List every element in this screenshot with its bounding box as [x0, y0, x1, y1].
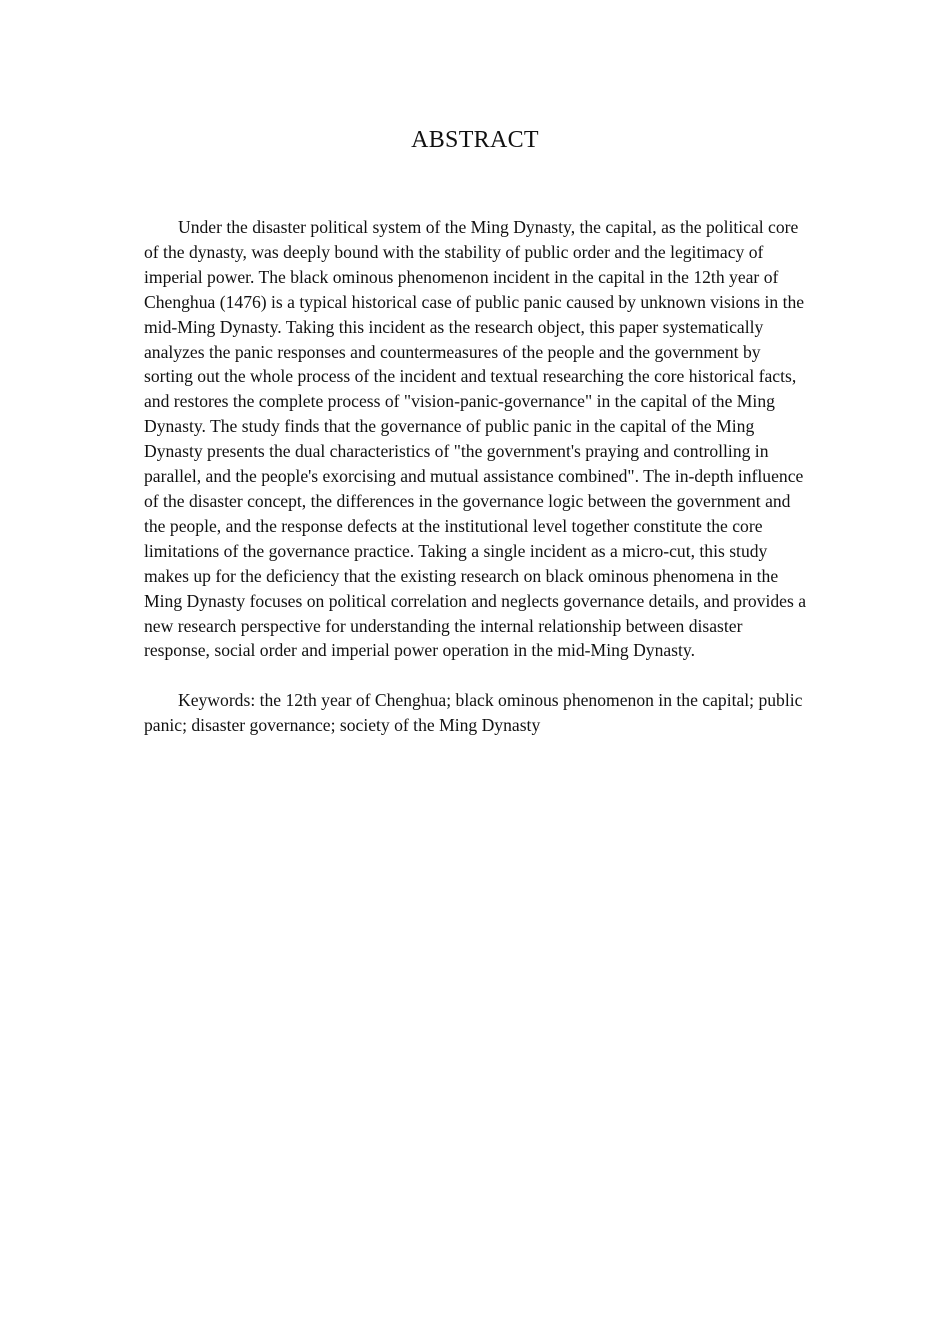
- abstract-body: [144, 215, 810, 738]
- abstract-paragraph: Under the disaster political system of the Ming Dynasty, the capital, as the political core of the dynasty, was deeply bound with the stability of public order and the legitimacy of imperial power. The black ominous phenomenon incident in the capital in the 12th year of Chenghua (1476) is a typical historical case of public panic caused by unknown visions in the mid-Ming Dynasty. Taking this incident as the research object, this paper systematically analyzes the panic responses and countermeasures of the people and the government by sorting out the whole process of the incident and textual researching the core historical facts, and restores the complete process of "vision-panic-governance" in the capital of the Ming Dynasty. The study finds that the governance of public panic in the capital of the Ming Dynasty presents the dual characteristics of "the government's praying and controlling in parallel, and the people's exorcising and mutual assistance combined". The in-depth influence of the disaster concept, the differences in the governance logic between the government and the people, and the response defects at the institutional level together constitute the core limitations of the governance practice. Taking a single incident as a micro-cut, this study makes up for the deficiency that the existing research on black ominous phenomena in the Ming Dynasty focuses on political correlation and neglects governance details, and provides a new research perspective for understanding the internal relationship between disaster response, social order and imperial power operation in the mid-Ming Dynasty.: [144, 217, 807, 661]
- abstract-heading: ABSTRACT: [411, 127, 539, 153]
- keywords-paragraph: Keywords: the 12th year of Chenghua; black ominous phenomenon in the capital; public panic; disaster governance; society of the Ming Dynasty: [144, 690, 803, 736]
